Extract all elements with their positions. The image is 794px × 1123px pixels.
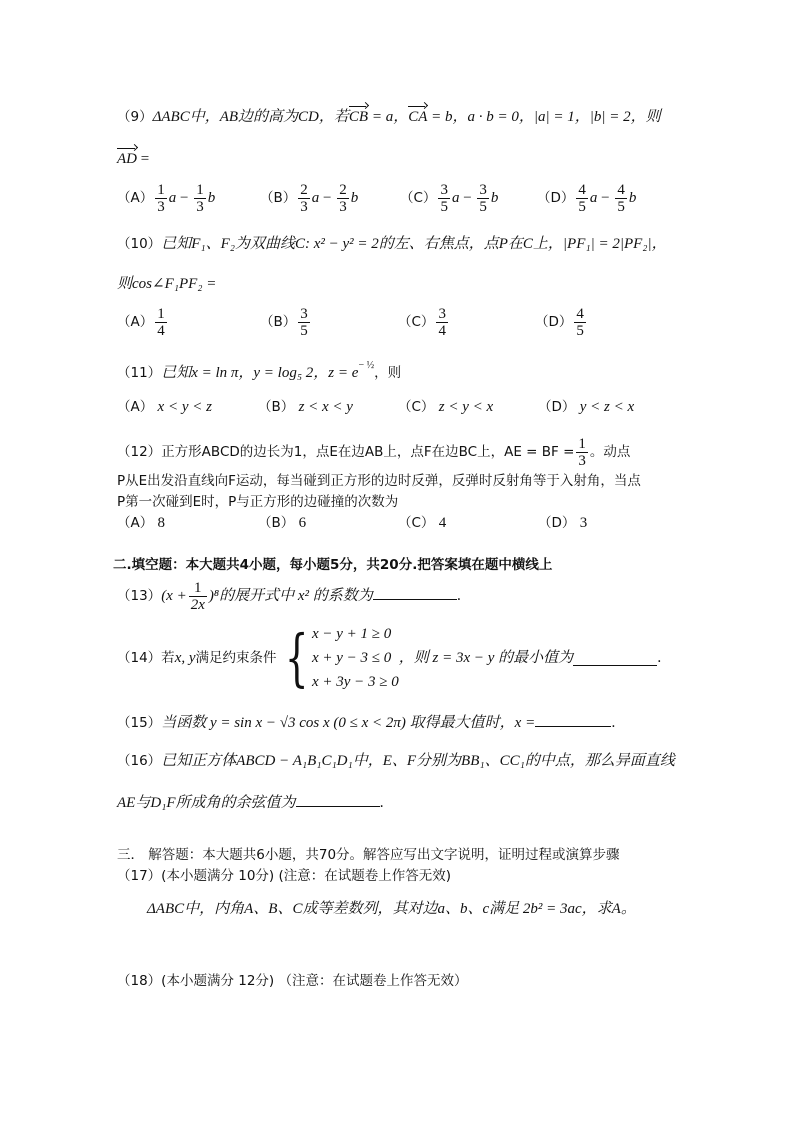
q12-line3: P第一次碰到E时，P与正方形的边碰撞的次数为 <box>117 494 399 510</box>
q9-option-a[interactable]: （A） $\frac{1}{3}$ a − $\frac{1}{3}$ b <box>117 182 216 215</box>
q12-number: （12） <box>117 444 162 460</box>
q9-option-c[interactable]: （C） $\frac{3}{5}$ a − $\frac{3}{5}$ b <box>400 182 499 215</box>
q14-end: . <box>657 650 662 666</box>
answer-blank-16[interactable] <box>296 792 380 807</box>
q9-text: ΔABC中，AB边的高为CD，若 <box>152 109 349 125</box>
q15-line <box>117 712 615 732</box>
answer-blank-13[interactable] <box>373 585 457 600</box>
q9-line1 <box>117 108 661 126</box>
q16-line2 <box>117 792 384 812</box>
q14-line <box>117 622 661 692</box>
q12-option-c[interactable]: （C） 4 <box>398 515 447 531</box>
q13-pre: (x + <box>161 588 187 604</box>
fraction: $\frac{2}{3}$ <box>339 182 347 215</box>
q10-line1 <box>117 235 667 253</box>
q17-heading: （17）(本小题满分 10分) (注意：在试题卷上作答无效) <box>117 868 452 884</box>
option-label: （B） <box>260 190 297 206</box>
section-3-heading: 三． 解答题：本大题共6小题，共70分。解答应写出文字说明，证明过程或演算步骤 <box>117 847 620 863</box>
q10-option-a[interactable]: （A） $\frac{1}{4}$ <box>117 306 165 339</box>
q9-ad-eq: = <box>137 151 150 167</box>
q16-number: （16） <box>117 753 162 769</box>
q9-eq-b: = b， <box>427 109 468 125</box>
q10-number: （10） <box>117 236 162 252</box>
q10-text: 已知F₁、F₂为双曲线C: x² − y² = 2的左、右焦点，点P在C上，|PF₁| = 2|PF₂|， <box>161 236 667 252</box>
q12-text1b: 。动点 <box>589 444 631 460</box>
q10-option-d[interactable]: （D） $\frac{4}{5}$ <box>535 306 584 339</box>
constraint-system <box>312 622 399 694</box>
q10-options <box>0 306 794 346</box>
q9-option-b[interactable]: （B） $\frac{2}{3}$ a − $\frac{2}{3}$ b <box>260 182 359 215</box>
q15-number: （15） <box>117 715 162 731</box>
q12-line1 <box>117 436 630 469</box>
q13-number: （13） <box>117 588 162 604</box>
q12-line2: P从E出发沿直线向F运动，每当碰到正方形的边时反弹，反弹时反射角等于入射角，当点 <box>117 473 641 489</box>
q12-option-d[interactable]: （D） 3 <box>538 515 588 531</box>
q11-option-a[interactable]: （A） x < y < z <box>117 399 212 415</box>
answer-blank-14[interactable] <box>573 651 657 666</box>
fraction: $\frac{1}{3}$ <box>578 436 586 469</box>
q9-eq-a: = a， <box>368 109 409 125</box>
q16-text1: 已知正方体ABCD − A₁B₁C₁D₁中，E、F分别为BB₁、CC₁的中点，那么异面直线 <box>161 753 675 769</box>
q9-dot-condition: a · b = 0，|a| = 1，|b| = 2，则 <box>467 109 661 125</box>
q11-option-b[interactable]: （B） z < x < y <box>258 399 353 415</box>
q9-line2 <box>117 150 149 168</box>
q10-option-b[interactable]: （B） $\frac{3}{5}$ <box>260 306 308 339</box>
q11-exponent: − ½ <box>358 360 375 371</box>
q12-option-a[interactable]: （A） 8 <box>117 515 166 531</box>
q10-option-c[interactable]: （C） $\frac{3}{4}$ <box>398 306 446 339</box>
constraint-1: x − y + 1 ≥ 0 <box>311 626 392 642</box>
q12-text1: 正方形ABCD的边长为1，点E在边AB上，点F在边BC上，AE = BF = <box>161 444 575 460</box>
fraction: $\frac{1}{2x}$ <box>190 580 205 613</box>
brace-icon: { <box>284 621 309 694</box>
fraction: $\frac{1}{3}$ <box>196 182 204 215</box>
fraction: $\frac{2}{3}$ <box>300 182 308 215</box>
q15-text: 当函数 y = sin x − √3 cos x (0 ≤ x < 2π) 取得最大值时，x = <box>161 715 536 731</box>
q11-number: （11） <box>117 365 162 381</box>
q9-options <box>0 182 794 222</box>
q11-tail: ，则 <box>374 365 402 381</box>
q18-heading: （18）(本小题满分 12分) （注意：在试题卷上作答无效） <box>117 973 468 989</box>
q17-text: ΔABC中，内角A、B、C成等差数列，其对边a、b、c满足 2b² = 3ac，求A。 <box>147 901 636 917</box>
q16-text2: AE与D₁F所成角的余弦值为 <box>117 795 296 811</box>
vector-ca: CA <box>408 109 428 125</box>
q15-end: . <box>611 715 616 731</box>
q16-line1 <box>117 752 675 770</box>
fraction: $\frac{3}{5}$ <box>479 182 487 215</box>
q14-number: （14）若 <box>117 650 175 666</box>
constraint-2: x + y − 3 ≤ 0 <box>311 650 392 666</box>
q11-option-c[interactable]: （C） z < y < x <box>398 399 494 415</box>
fraction: $\frac{1}{3}$ <box>157 182 165 215</box>
vector-ad: AD <box>117 151 137 167</box>
option-label: （C） <box>400 190 437 206</box>
q14-mid: 满足约束条件 <box>195 650 277 666</box>
fraction: $\frac{4}{5}$ <box>578 182 586 215</box>
q16-end: . <box>379 795 384 811</box>
option-label: （D） <box>537 190 575 206</box>
q10-text2: 则cos∠F₁PF₂ = <box>117 276 217 292</box>
q10-line2 <box>117 275 216 293</box>
q11-text: 已知x = ln π，y = log₅ 2，z = e <box>161 365 359 381</box>
q13-end: . <box>456 588 462 604</box>
q9-number: （9） <box>117 109 153 125</box>
q13-line <box>117 580 461 620</box>
section-2-heading: 二.填空题：本大题共4小题，每小题5分，共20分.把答案填在题中横线上 <box>113 557 553 573</box>
q12-option-b[interactable]: （B） 6 <box>258 515 307 531</box>
q14-tail: ，则 z = 3x − y 的最小值为 <box>398 650 574 666</box>
q17-body <box>147 900 636 918</box>
q11-option-d[interactable]: （D） y < z < x <box>538 399 635 415</box>
constraint-3: x + 3y − 3 ≥ 0 <box>311 674 399 690</box>
q14-vars: x, y <box>174 650 196 666</box>
option-label: （A） <box>117 190 154 206</box>
vector-cb: CB <box>348 109 369 125</box>
fraction: $\frac{4}{5}$ <box>617 182 625 215</box>
q11-line <box>117 360 402 384</box>
answer-blank-15[interactable] <box>535 712 611 727</box>
q13-post: )⁸的展开式中 x² 的系数为 <box>208 588 373 604</box>
q9-option-d[interactable]: （D） $\frac{4}{5}$ a − $\frac{4}{5}$ b <box>537 182 637 215</box>
fraction: $\frac{3}{5}$ <box>440 182 448 215</box>
